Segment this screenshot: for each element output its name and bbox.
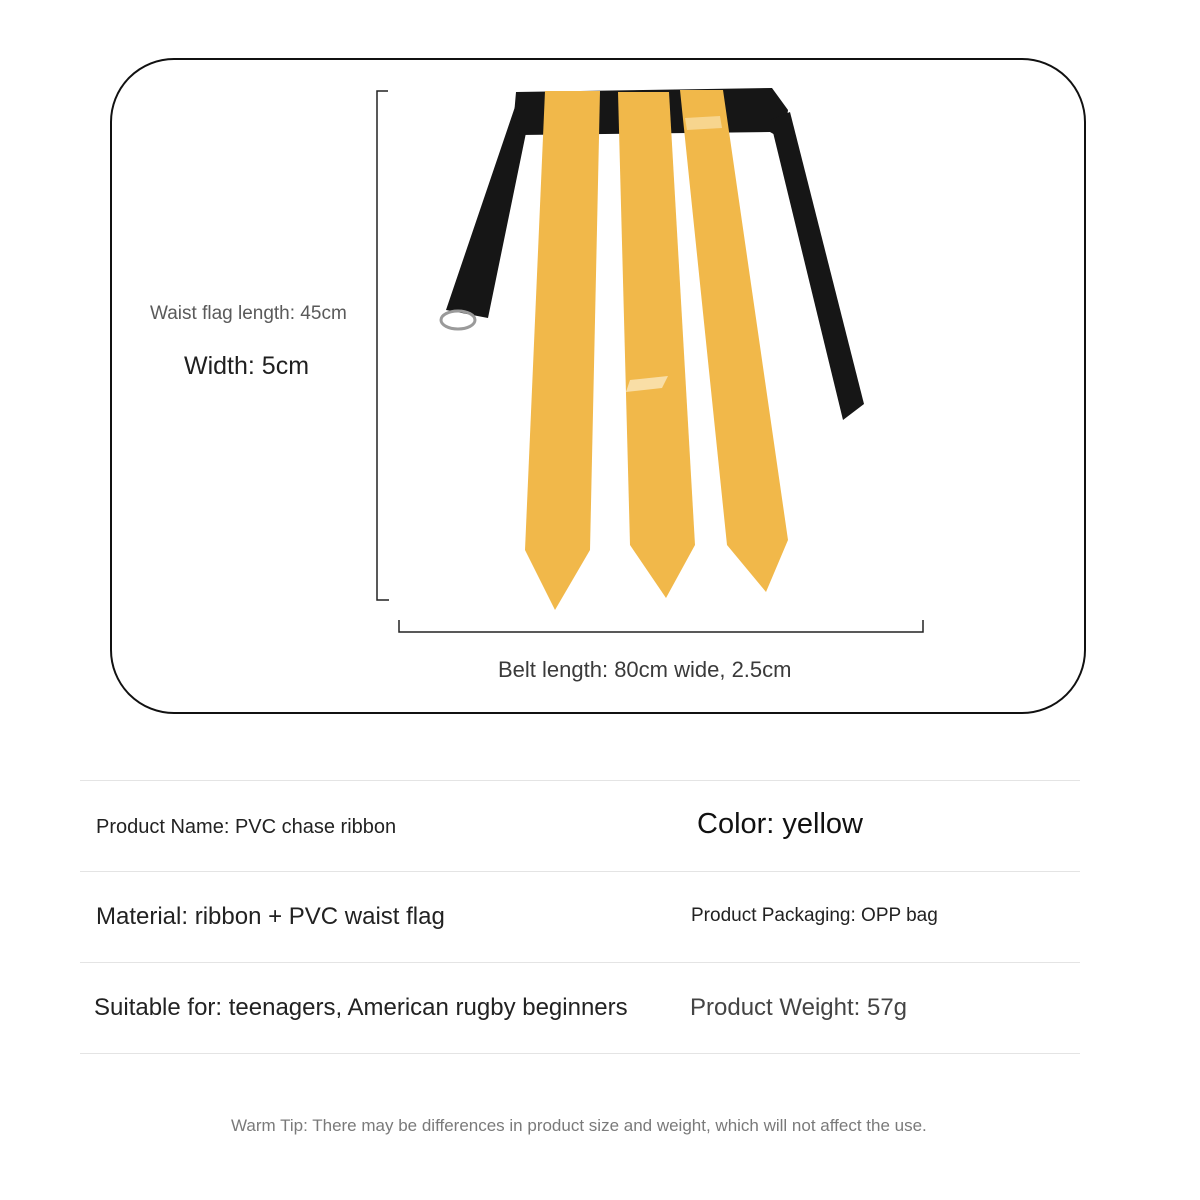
belt-right-strap bbox=[770, 112, 864, 420]
waist-flag-3 bbox=[680, 90, 788, 592]
waist-flag-length-label: Waist flag length: 45cm bbox=[150, 303, 347, 324]
d-ring-icon bbox=[441, 311, 475, 329]
spec-table bbox=[80, 780, 1080, 1054]
belt-length-label: Belt length: 80cm wide, 2.5cm bbox=[498, 657, 792, 682]
width-dimension-line bbox=[399, 620, 923, 632]
spec-row bbox=[80, 780, 1080, 871]
spec-row bbox=[80, 962, 1080, 1054]
flag-highlight bbox=[685, 116, 722, 130]
waist-flag-1 bbox=[525, 91, 600, 610]
suitable-for: Suitable for: teenagers, American rugby beginners bbox=[94, 994, 628, 1021]
product-weight: Product Weight: 57g bbox=[690, 994, 908, 1021]
spec-row bbox=[80, 871, 1080, 962]
product-material: Material: ribbon + PVC waist flag bbox=[96, 903, 445, 930]
product-color: Color: yellow bbox=[697, 808, 863, 840]
product-name: Product Name: PVC chase ribbon bbox=[96, 816, 397, 838]
height-dimension-line bbox=[377, 91, 389, 600]
waist-flag-2 bbox=[618, 92, 695, 598]
belt-left-strap bbox=[446, 95, 527, 318]
width-label: Width: 5cm bbox=[184, 352, 310, 380]
warm-tip: Warm Tip: There may be differences in product size and weight, which will not affect the use. bbox=[231, 1116, 927, 1135]
product-packaging: Product Packaging: OPP bag bbox=[691, 905, 938, 926]
